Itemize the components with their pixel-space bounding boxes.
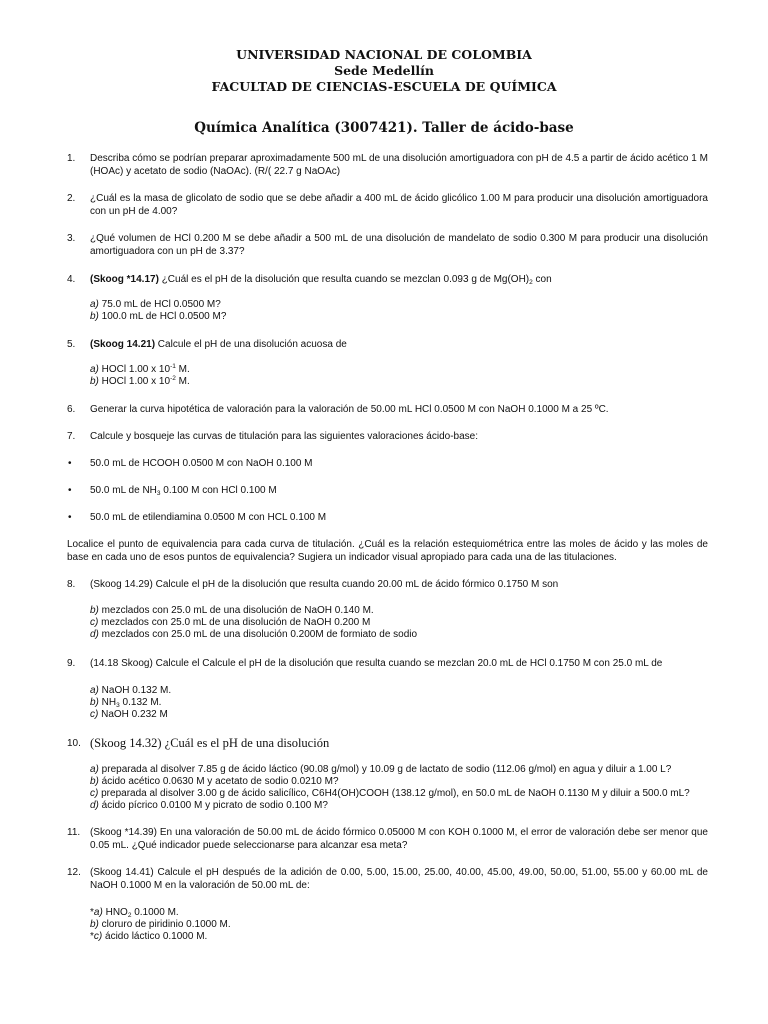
part-label: b) [90, 697, 99, 708]
item-number-12: 12. [67, 867, 81, 878]
part-label: a) [90, 685, 99, 696]
question-5-parts [90, 364, 708, 388]
part-marker: * [90, 907, 94, 918]
question-4-subscript: 2 [529, 279, 533, 286]
question-12b [90, 919, 708, 931]
part-label: a) [93, 907, 103, 918]
bullet-end: 0.100 M con HCl 0.100 M [160, 485, 277, 496]
part-text: 75.0 mL de HCl 0.0500 M? [98, 299, 221, 310]
part-label: d) [90, 629, 99, 640]
question-8: (Skoog 14.29) Calcule el pH de la disolución que resulta cuando 20.00 mL de ácido fórmico 0.1750 M son [90, 579, 559, 590]
item-number-11: 11. [67, 827, 81, 838]
question-9c [90, 709, 708, 721]
part-end: 0.1000 M. [131, 907, 179, 918]
question-5b [90, 376, 708, 388]
question-9a [90, 685, 708, 697]
question-5-text: Calcule el pH de una disolución acuosa de [155, 339, 347, 350]
question-2: ¿Cuál es la masa de glicolato de sodio que se debe añadir a 400 mL de ácido glicólico 1.00 M para producir una disolución amortiguadora con un pH de 4.00? [90, 193, 708, 217]
bullet-item-3: 50.0 mL de etilendiamina 0.0500 M con HCL 0.100 M [90, 512, 327, 523]
question-10c [90, 788, 708, 800]
part-text: mezclados con 25.0 mL de una disolución de NaOH 0.140 M. [98, 605, 374, 616]
part-label: d) [90, 800, 99, 811]
question-5 [90, 339, 708, 352]
question-12a [90, 907, 708, 919]
part-text: mezclados con 25.0 mL de una disolución 0.200M de formiato de sodio [98, 629, 418, 640]
question-10-parts [90, 764, 708, 812]
part-text: ácido acético 0.0630 M y acetato de sodio 0.0210 M? [98, 776, 339, 787]
part-text: preparada al disolver 7.85 g de ácido láctico (90.08 g/mol) y 10.09 g de lactato de sodio (112.06 g/mol) en agua y diluir a 1.00 L? [98, 764, 672, 775]
question-11: (Skoog *14.39) En una valoración de 50.00 mL de ácido fórmico 0.05000 M con KOH 0.1000 M, el error de valoración debe ser menor que 0.05 mL. ¿Qué indicador puede seleccionarse para alcanzar esa meta? [90, 827, 708, 851]
bullet-text: 50.0 mL de NH [90, 485, 157, 496]
question-12c [90, 931, 708, 943]
item-number-2: 2. [67, 193, 76, 204]
question-12: (Skoog 14.41) Calcule el pH después de la adición de 0.00, 5.00, 15.00, 25.00, 40.00, 45.00, 49.00, 50.00, 51.00, 55.00 y 60.00 mL de NaOH 0.1000 M en la valoración de 50.00 mL de: [90, 867, 708, 891]
part-text: ácido láctico 0.1000 M. [102, 931, 208, 942]
item-number-7: 7. [67, 431, 76, 442]
bullet-icon: • [68, 458, 72, 469]
part-end: M. [175, 376, 190, 387]
part-label: b) [90, 605, 99, 616]
part-label: b) [90, 311, 99, 322]
part-end: 0.132 M. [119, 697, 162, 708]
question-10a [90, 764, 708, 776]
part-text: HOCl 1.00 x 10 [98, 364, 171, 375]
university-name: UNIVERSIDAD NACIONAL DE COLOMBIA [236, 47, 532, 62]
question-10b [90, 776, 708, 788]
part-text: ácido pícrico 0.0100 M y picrato de sodio 0.100 M? [98, 800, 328, 811]
question-4 [90, 274, 708, 287]
part-text: NaOH 0.232 M [98, 709, 168, 720]
question-4a [90, 299, 708, 311]
item-number-3: 3. [67, 233, 76, 244]
part-text: cloruro de piridinio 0.1000 M. [98, 919, 231, 930]
bullet-item-1: 50.0 mL de HCOOH 0.0500 M con NaOH 0.100 M [90, 458, 313, 469]
question-8-parts [90, 605, 708, 641]
item-number-6: 6. [67, 404, 76, 415]
part-text: HNO [102, 907, 128, 918]
part-label: b) [90, 919, 99, 930]
part-text: NH [98, 697, 117, 708]
part-label: c) [90, 617, 99, 628]
part-label: c) [90, 788, 99, 799]
part-text: preparada al disolver 3.00 g de ácido salicílico, C6H4(OH)COOH (138.12 g/mol), en 50.0 mL de NaOH 0.1130 M y diluir a 500.0 mL? [98, 788, 690, 799]
question-4b [90, 311, 708, 323]
campus-name: Sede Medellín [334, 63, 434, 78]
question-4-parts [90, 299, 708, 323]
part-subscript: 2 [127, 912, 132, 919]
question-5a [90, 364, 708, 376]
item-number-10: 10. [67, 738, 81, 749]
question-4-ref: (Skoog *14.17) [90, 274, 159, 285]
item-number-8: 8. [67, 579, 76, 590]
part-label: a) [90, 764, 99, 775]
question-7-note: Localice el punto de equivalencia para cada curva de titulación. ¿Cuál es la relación estequiométrica entre las moles de ácido y las moles de base en cada uno de esos puntos de equivalencia? Sugiera un indicador visual apropiado para cada una de las titulaciones. [67, 539, 708, 563]
question-9b [90, 697, 708, 709]
faculty-name: FACULTAD DE CIENCIAS-ESCUELA DE QUÍMICA [211, 79, 557, 94]
part-exponent: -2 [170, 375, 176, 382]
part-text: mezclados con 25.0 mL de una disolución de NaOH 0.200 M [98, 617, 371, 628]
bullet-item-2 [90, 485, 708, 498]
item-number-1: 1. [67, 153, 76, 164]
question-8b [90, 605, 708, 617]
question-9-parts [90, 685, 708, 721]
question-4-end: con [532, 274, 552, 285]
course-title: Química Analítica (3007421). Taller de ácido-base [194, 120, 574, 136]
question-5-ref: (Skoog 14.21) [90, 339, 156, 350]
question-6: Generar la curva hipotética de valoración para la valoración de 50.00 mL HCl 0.0500 M con NaOH 0.1000 M a 25 ºC. [90, 404, 609, 415]
bullet-icon: • [68, 485, 72, 496]
question-10d [90, 800, 708, 812]
part-text: HOCl 1.00 x 10 [98, 376, 171, 387]
part-label: b) [90, 776, 99, 787]
part-label: c) [93, 931, 103, 942]
item-number-4: 4. [67, 274, 76, 285]
part-label: c) [90, 709, 99, 720]
bullet-subscript: 3 [156, 490, 161, 497]
part-label: a) [90, 364, 99, 375]
item-number-9: 9. [67, 658, 76, 669]
question-10: (Skoog 14.32) ¿Cuál es el pH de una disolución [90, 736, 330, 750]
part-text: 100.0 mL de HCl 0.0500 M? [98, 311, 227, 322]
question-8d [90, 629, 708, 641]
part-subscript: 3 [116, 702, 120, 709]
question-3: ¿Qué volumen de HCl 0.200 M se debe añadir a 500 mL de una disolución de mandelato de sodio 0.300 M para producir una disolución amortiguadora con un pH de 3.37? [90, 233, 708, 257]
part-end: M. [175, 364, 190, 375]
bullet-icon: • [68, 512, 72, 523]
question-9: (14.18 Skoog) Calcule el Calcule el pH de la disolución que resulta cuando se mezclan 20.0 mL de HCl 0.1750 M con 25.0 mL de [90, 658, 663, 669]
question-8c [90, 617, 708, 629]
part-marker: * [90, 931, 94, 942]
question-7: Calcule y bosqueje las curvas de titulación para las siguientes valoraciones ácido-base: [90, 431, 478, 442]
part-text: NaOH 0.132 M. [98, 685, 172, 696]
part-label: b) [90, 376, 99, 387]
item-number-5: 5. [67, 339, 76, 350]
question-4-text: ¿Cuál es el pH de la disolución que resulta cuando se mezclan 0.093 g de Mg(OH) [158, 274, 530, 285]
part-exponent: -1 [170, 363, 176, 370]
question-12-parts [90, 907, 708, 943]
question-1: Describa cómo se podrían preparar aproximadamente 500 mL de una disolución amortiguadora con pH de 4.5 a partir de ácido acético 1 M (HOAc) y acetato de sodio (NaOAc). (R/( 22.7 g NaOAc) [90, 153, 708, 177]
part-label: a) [90, 299, 99, 310]
